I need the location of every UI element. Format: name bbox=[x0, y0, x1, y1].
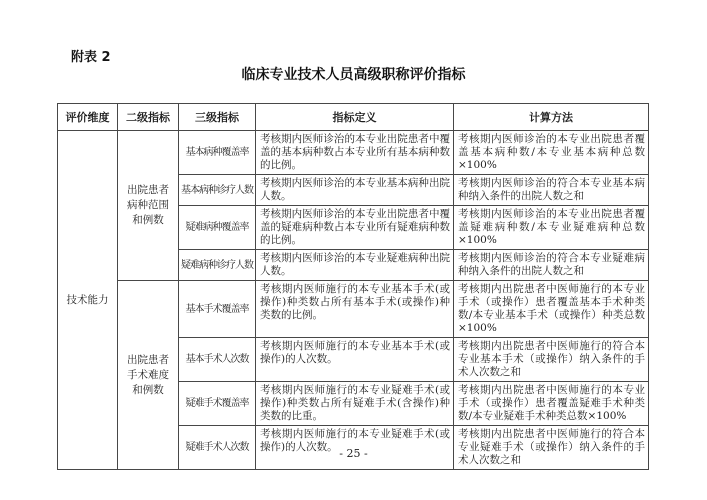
table-row bbox=[58, 281, 649, 338]
tertiary-indicator-cell: 基本手术人次数 bbox=[179, 338, 256, 382]
table-row bbox=[58, 131, 649, 175]
calculation-cell: 考核期内医师诊治的符合本专业基本病种纳入条件的出院人数之和 bbox=[454, 175, 649, 206]
secondary-indicator-label: 出院患者病种范围和例数 bbox=[127, 184, 169, 226]
definition-cell: 考核期内医师施行的本专业基本手术(或操作)种类数占所有基本手术(或操作)种类数的比例。 bbox=[256, 281, 454, 338]
col-header-calculation: 计算方法 bbox=[454, 104, 649, 131]
col-header-dimension: 评价维度 bbox=[58, 104, 118, 131]
tertiary-indicator-cell: 基本手术覆盖率 bbox=[179, 281, 256, 338]
evaluation-indicator-table bbox=[57, 103, 649, 470]
definition-cell: 考核期内医师施行的本专业基本手术(或操作)的人次数。 bbox=[256, 338, 454, 382]
col-header-secondary-indicator: 二级指标 bbox=[118, 104, 179, 131]
table-header-row bbox=[58, 104, 649, 131]
col-header-tertiary-indicator: 三级指标 bbox=[179, 104, 256, 131]
tertiary-indicator-cell: 疑难病种覆盖率 bbox=[179, 206, 256, 250]
annex-label: 附表 2 bbox=[71, 50, 111, 65]
calculation-cell: 考核期内出院患者中医师施行的符合本专业基本手术（或操作）纳入条件的手术人次数之和 bbox=[454, 338, 649, 382]
calculation-cell: 考核期内出院患者中医师施行的本专业手术（或操作）患者覆盖疑难手术种类数/本专业疑难手术种类总数×100% bbox=[454, 382, 649, 426]
secondary-indicator-cell bbox=[118, 281, 179, 470]
dimension-cell: 技术能力 bbox=[58, 131, 118, 470]
calculation-cell: 考核期内出院患者中医师施行的符合本专业疑难手术（或操作）纳入条件的手术人次数之和 bbox=[454, 426, 649, 470]
definition-cell: 考核期内医师诊治的本专业出院患者中覆盖的基本病种数占本专业所有基本病种数的比例。 bbox=[256, 131, 454, 175]
definition-cell: 考核期内医师施行的本专业疑难手术(或操作)的人次数。 bbox=[256, 426, 454, 470]
tertiary-indicator-cell: 基本病种诊疗人数 bbox=[179, 175, 256, 206]
page-number: - 25 - bbox=[339, 447, 368, 460]
calculation-cell: 考核期内医师诊治的本专业出院患者覆盖基本病种数/本专业基本病种总数×100% bbox=[454, 131, 649, 175]
definition-cell: 考核期内医师诊治的本专业出院患者中覆盖的疑难病种数占本专业所有疑难病种数的比例。 bbox=[256, 206, 454, 250]
calculation-cell: 考核期内出院患者中医师施行的本专业手术（或操作）患者覆盖基本手术种类数/本专业基本手术（或操作）种类总数×100% bbox=[454, 281, 649, 338]
definition-cell: 考核期内医师诊治的本专业疑难病种出院人数。 bbox=[256, 250, 454, 281]
tertiary-indicator-cell: 基本病种覆盖率 bbox=[179, 131, 256, 175]
secondary-indicator-label: 出院患者手术难度和例数 bbox=[127, 353, 169, 396]
tertiary-indicator-cell: 疑难手术人次数 bbox=[179, 426, 256, 470]
definition-cell: 考核期内医师诊治的本专业基本病种出院人数。 bbox=[256, 175, 454, 206]
secondary-indicator-cell bbox=[118, 131, 179, 281]
calculation-cell: 考核期内医师诊治的符合本专业疑难病种纳入条件的出院人数之和 bbox=[454, 250, 649, 281]
calculation-cell: 考核期内医师诊治的本专业出院患者覆盖疑难病种数/本专业疑难病种总数×100% bbox=[454, 206, 649, 250]
page-title: 临床专业技术人员高级职称评价指标 bbox=[241, 67, 466, 83]
tertiary-indicator-cell: 疑难手术覆盖率 bbox=[179, 382, 256, 426]
tertiary-indicator-cell: 疑难病种诊疗人数 bbox=[179, 250, 256, 281]
definition-cell: 考核期内医师施行的本专业疑难手术(或操作)种类数占所有疑难手术(含操作)种类数的比重。 bbox=[256, 382, 454, 426]
col-header-definition: 指标定义 bbox=[256, 104, 454, 131]
